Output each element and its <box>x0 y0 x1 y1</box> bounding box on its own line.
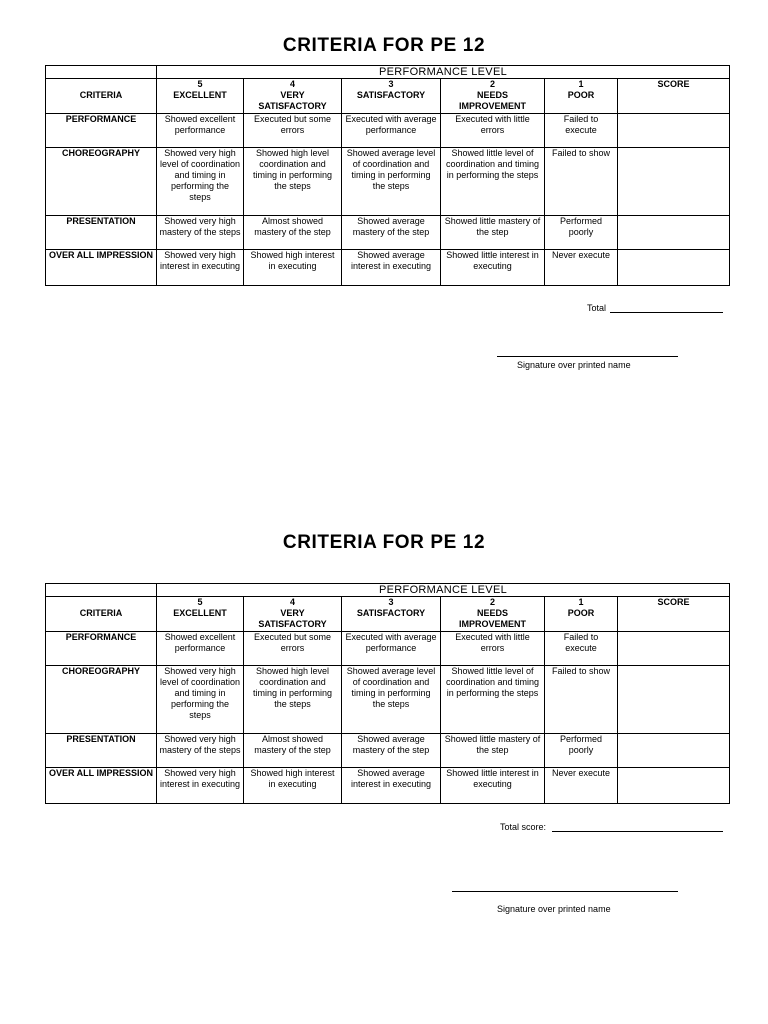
level-header: 1 POOR <box>545 597 618 632</box>
rubric-cell: Showed excellent performance <box>157 113 244 147</box>
criterion-label: PERFORMANCE <box>46 113 157 147</box>
level-header: 2 NEEDS IMPROVEMENT <box>441 79 545 114</box>
criterion-label: CHOREOGRAPHY <box>46 147 157 215</box>
rubric-table <box>45 583 730 804</box>
rubric-cell: Showed high interest in executing <box>244 249 342 285</box>
score-cell[interactable] <box>618 631 730 665</box>
rubric-cell: Showed little interest in executing <box>441 249 545 285</box>
criterion-label: OVER ALL IMPRESSION <box>46 767 157 803</box>
rubric-cell: Failed to show <box>545 147 618 215</box>
rubric-cell: Showed average interest in executing <box>342 249 441 285</box>
rubric-cell: Showed very high mastery of the steps <box>157 215 244 249</box>
rubric-cell: Showed average level of coordination and timing in performing the steps <box>342 147 441 215</box>
criterion-label: PERFORMANCE <box>46 631 157 665</box>
criterion-label: PRESENTATION <box>46 215 157 249</box>
rubric-cell: Showed little level of coordination and timing in performing the steps <box>441 665 545 733</box>
total-line[interactable] <box>610 312 723 313</box>
level-header: 4 VERY SATISFACTORY <box>244 597 342 632</box>
rubric-cell: Executed but some errors <box>244 631 342 665</box>
rubric-cell: Executed with average performance <box>342 113 441 147</box>
rubric-cell: Showed high level coordination and timing in performing the steps <box>244 665 342 733</box>
blank-corner-cell <box>46 584 157 597</box>
criteria-header: CRITERIA <box>46 79 157 114</box>
rubric-cell: Failed to show <box>545 665 618 733</box>
performance-level-header: PERFORMANCE LEVEL <box>157 66 730 79</box>
page-title: CRITERIA FOR PE 12 <box>282 35 486 56</box>
rubric-cell: Showed high level coordination and timing in performing the steps <box>244 147 342 215</box>
rubric-cell: Showed very high mastery of the steps <box>157 733 244 767</box>
rubric-cell: Showed little mastery of the step <box>441 215 545 249</box>
score-cell[interactable] <box>618 733 730 767</box>
rubric-cell: Performed poorly <box>545 733 618 767</box>
criterion-label: OVER ALL IMPRESSION <box>46 249 157 285</box>
signature-label: Signature over printed name <box>517 360 631 370</box>
level-header: 4 VERY SATISFACTORY <box>244 79 342 114</box>
score-header: SCORE <box>618 79 730 114</box>
total-line[interactable] <box>552 831 723 832</box>
criterion-label: PRESENTATION <box>46 733 157 767</box>
page-title: CRITERIA FOR PE 12 <box>282 532 486 553</box>
score-cell[interactable] <box>618 665 730 733</box>
level-header: 5 EXCELLENT <box>157 597 244 632</box>
rubric-cell: Showed high interest in executing <box>244 767 342 803</box>
rubric-cell: Showed average mastery of the step <box>342 733 441 767</box>
rubric-cell: Never execute <box>545 767 618 803</box>
total-label: Total <box>587 303 607 313</box>
level-header: 3 SATISFACTORY <box>342 597 441 632</box>
rubric-cell: Never execute <box>545 249 618 285</box>
rubric-cell: Showed little level of coordination and timing in performing the steps <box>441 147 545 215</box>
rubric-cell: Showed average mastery of the step <box>342 215 441 249</box>
rubric-cell: Showed very high interest in executing <box>157 249 244 285</box>
rubric-cell: Executed with average performance <box>342 631 441 665</box>
criterion-label: CHOREOGRAPHY <box>46 665 157 733</box>
blank-corner-cell <box>46 66 157 79</box>
level-header: 2 NEEDS IMPROVEMENT <box>441 597 545 632</box>
rubric-cell: Showed average level of coordination and timing in performing the steps <box>342 665 441 733</box>
rubric-cell: Showed average interest in executing <box>342 767 441 803</box>
score-cell[interactable] <box>618 147 730 215</box>
score-cell[interactable] <box>618 215 730 249</box>
score-cell[interactable] <box>618 113 730 147</box>
level-header: 3 SATISFACTORY <box>342 79 441 114</box>
rubric-cell: Showed very high level of coordination and timing in performing the steps <box>157 665 244 733</box>
level-header: 5 EXCELLENT <box>157 79 244 114</box>
rubric-cell: Executed with little errors <box>441 113 545 147</box>
signature-line[interactable] <box>452 891 678 892</box>
score-cell[interactable] <box>618 249 730 285</box>
rubric-cell: Almost showed mastery of the step <box>244 733 342 767</box>
rubric-cell: Almost showed mastery of the step <box>244 215 342 249</box>
rubric-cell: Showed very high level of coordination and timing in performing the steps <box>157 147 244 215</box>
signature-label: Signature over printed name <box>497 904 611 914</box>
score-header: SCORE <box>618 597 730 632</box>
rubric-cell: Showed little mastery of the step <box>441 733 545 767</box>
rubric-cell: Executed but some errors <box>244 113 342 147</box>
rubric-cell: Performed poorly <box>545 215 618 249</box>
rubric-cell: Failed to execute <box>545 113 618 147</box>
rubric-cell: Showed very high interest in executing <box>157 767 244 803</box>
level-header: 1 POOR <box>545 79 618 114</box>
signature-line[interactable] <box>497 356 678 357</box>
rubric-cell: Showed excellent performance <box>157 631 244 665</box>
score-cell[interactable] <box>618 767 730 803</box>
total-label: Total score: <box>500 822 547 832</box>
performance-level-header: PERFORMANCE LEVEL <box>157 584 730 597</box>
rubric-cell: Executed with little errors <box>441 631 545 665</box>
rubric-cell: Showed little interest in executing <box>441 767 545 803</box>
criteria-header: CRITERIA <box>46 597 157 632</box>
rubric-cell: Failed to execute <box>545 631 618 665</box>
rubric-table <box>45 65 730 286</box>
